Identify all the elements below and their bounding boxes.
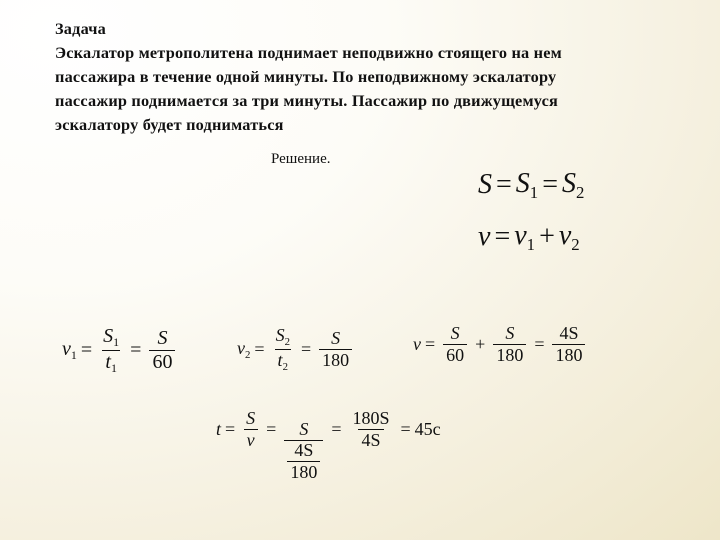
eq2-v1: $v_1$	[514, 220, 536, 254]
equals-sign: =	[80, 338, 93, 361]
v1-lhs: $v_1$	[62, 337, 77, 362]
fraction-s2-t2: $\frac{S_2}{t_2}$	[275, 325, 290, 373]
equals-sign: =	[254, 339, 265, 360]
eq1-s1: $S_1$	[515, 168, 539, 202]
equals-sign: =	[331, 419, 342, 440]
t-lhs: t	[216, 419, 222, 440]
eq2-v: v	[478, 221, 491, 253]
fraction-s-over-4s-180: $\frac{S}{\frac{4S}{180}}$	[284, 420, 323, 482]
equation-v1	[62, 326, 179, 375]
solution-label: Решение.	[271, 151, 331, 167]
problem-line: эскалатору будет подниматься	[55, 115, 284, 134]
eq1-op1: =	[496, 169, 512, 201]
equation-distance	[478, 168, 584, 203]
fraction-4s-180: $\frac{4S}{180}$	[552, 324, 585, 365]
fraction-s-v: $\frac{S}{v}$	[243, 409, 258, 450]
fraction-s-180: $\frac{S}{180}$	[319, 329, 352, 370]
equals-sign: =	[534, 333, 545, 354]
equation-time	[216, 399, 441, 482]
fraction-180s-4s: $\frac{180S}{4S}$	[352, 408, 390, 451]
eq2-op2: +	[539, 221, 555, 253]
eq2-op1: =	[494, 221, 511, 253]
problem-statement	[55, 17, 675, 137]
problem-line: Эскалатор метрополитена поднимает неподвижно стоящего на нем	[55, 43, 562, 62]
fraction-s1-t1: $\frac{S_1}{t_1}$	[103, 325, 120, 375]
v-lhs: v	[413, 333, 421, 354]
eq1-s2: $S_2$	[561, 168, 585, 202]
fraction-s-180: $\frac{S}{180}$	[493, 324, 526, 365]
v2-lhs: $v_2$	[237, 338, 251, 361]
problem-line: пассажир поднимается за три минуты. Пассажир по движущемуся	[55, 91, 559, 110]
equation-v2	[237, 326, 356, 373]
plus-sign: +	[475, 333, 486, 354]
equation-v-total	[413, 324, 589, 365]
equals-sign: =	[300, 339, 312, 360]
fraction-s-60: $\frac{S}{60}$	[443, 324, 467, 365]
equals-sign: =	[130, 338, 142, 361]
eq1-op2: =	[542, 169, 558, 201]
time-result: 45c	[414, 419, 441, 440]
equals-sign: =	[400, 419, 411, 440]
equals-sign: =	[225, 419, 236, 440]
equals-sign: =	[425, 333, 436, 354]
problem-line: пассажира в течение одной минуты. По неподвижному эскалатору	[55, 67, 557, 86]
eq2-v2: $v_2$	[558, 220, 580, 254]
equals-sign: =	[266, 419, 277, 440]
equation-velocity-sum	[478, 220, 580, 255]
problem-title: Задача	[55, 19, 106, 38]
eq1-s: S	[478, 169, 492, 201]
fraction-s-60: $\frac{S}{60}$	[149, 328, 175, 373]
